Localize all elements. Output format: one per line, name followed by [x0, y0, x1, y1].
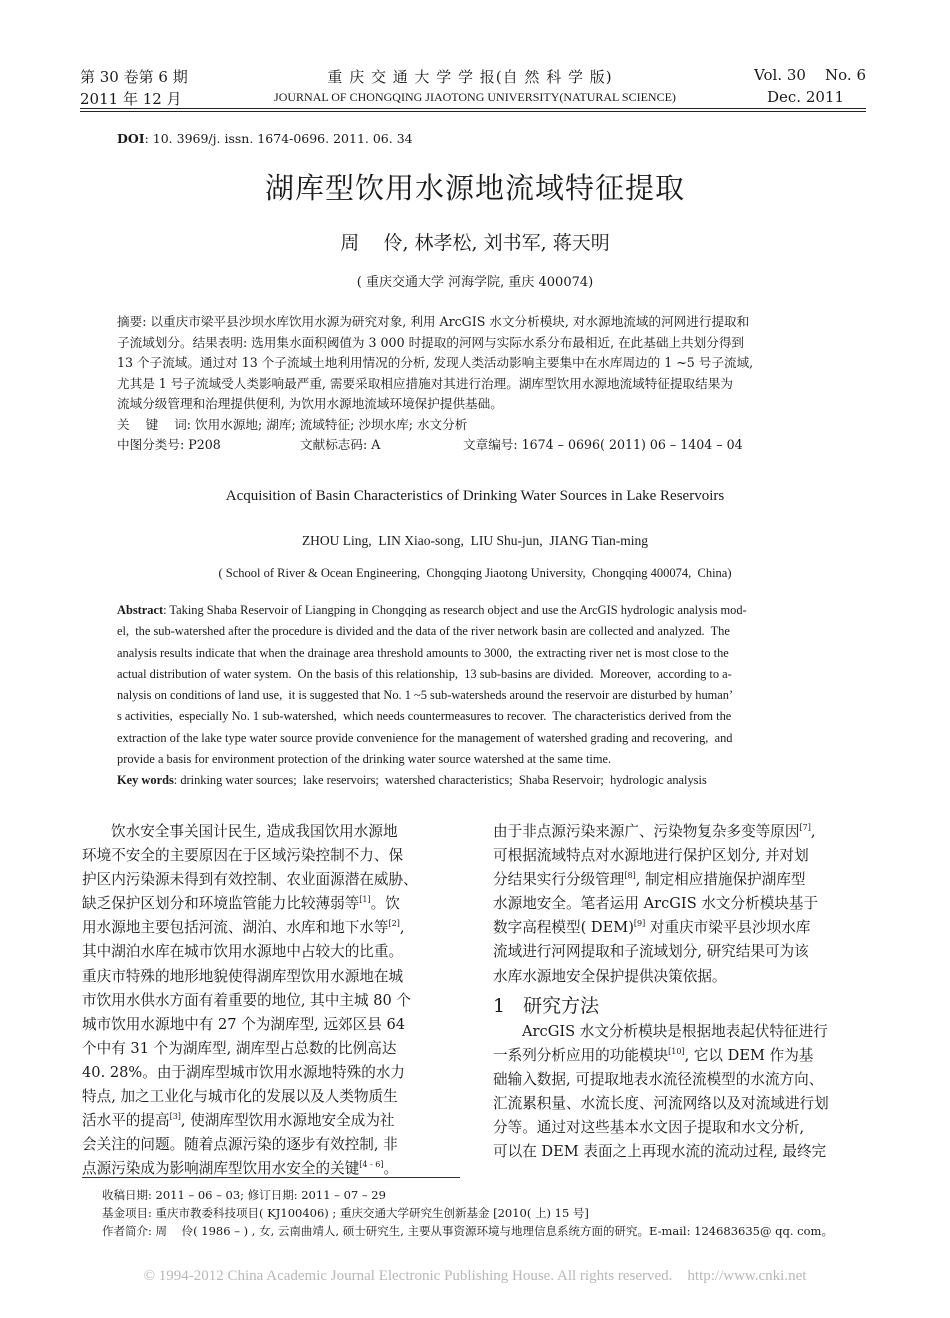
- body-text: 水源地安全。笔者运用 ArcGIS 水文分析模块基于: [493, 895, 819, 913]
- body-line: [493, 1116, 867, 1140]
- body-line: [82, 965, 460, 989]
- body-text: 饮水安全事关国计民生, 造成我国饮用水源地: [111, 823, 398, 840]
- body-text: , 使湖库型饮用水源地安全成为社: [180, 1112, 395, 1130]
- abstract-cn-line: 子流域划分。结果表明: 选用集水面积阈值为 3 000 时提取的河网与实际水系分布最相近, 在此基础上共划分得到: [117, 334, 745, 350]
- body-text: 汇流累积量、水流长度、河流网络以及对流域进行划: [493, 1095, 829, 1113]
- body-left-column: [82, 820, 460, 1181]
- date-cn: 2011 年 12 月: [80, 90, 182, 108]
- citation-ref: [4 - 6]: [359, 1160, 384, 1170]
- body-text: 护区内污染源未得到有效控制、农业面源潜在威胁、: [82, 871, 418, 889]
- body-text: 城市饮用水源地中有 27 个为湖库型, 远郊区县 64: [82, 1015, 406, 1033]
- body-text: 点源污染成为影响湖库型饮用水安全的关键: [82, 1160, 360, 1178]
- citation-ref: [3]: [169, 1112, 181, 1122]
- authors-cn: 周 伶, 林孝松, 刘书军, 蒋天明: [340, 232, 610, 254]
- body-line: [493, 892, 867, 916]
- body-right-column: [493, 820, 867, 989]
- date-en: Dec. 2011: [766, 88, 844, 106]
- clc-number: 中图分类号: P208: [117, 437, 221, 452]
- body-line: [493, 820, 867, 844]
- body-text: 个中有 31 个为湖库型, 湖库型占总数的比例高达: [82, 1039, 397, 1057]
- abstract-cn: [117, 312, 857, 455]
- body-text: 市饮用水供水方面有着重要的地位, 其中主城 80 个: [82, 991, 412, 1009]
- abstract-en: [117, 600, 833, 792]
- body-text: 分等。通过对这些基本水文因子提取和水文分析,: [493, 1119, 805, 1137]
- body-text: 水库水源地安全保护提供决策依据。: [493, 967, 727, 985]
- body-line: [82, 940, 460, 964]
- body-line: [493, 1092, 867, 1116]
- section-number: 1: [493, 995, 506, 1017]
- body-text: 40. 28%。由于湖库型城市饮用水源地特殊的水力: [82, 1063, 405, 1081]
- body-line: [82, 1133, 460, 1157]
- body-line: [82, 916, 460, 940]
- footnote-fund: 基金项目: 重庆市教委科技项目( KJ100406) ; 重庆交通大学研究生创新基金 [2010( 上) 15 号]: [102, 1206, 589, 1220]
- abstract-en-text: : Taking Shaba Reservoir of Liangping in Chongqing as research object and use the ArcGIS hydrologic analysis mod-: [163, 603, 747, 617]
- body-line: [82, 1109, 460, 1133]
- article-number: 文章编号: 1674 – 0696( 2011) 06 – 1404 – 04: [463, 437, 743, 452]
- affiliation-en: ( School of River & Ocean Engineering, Chongqing Jiaotong University, Chongqing 400074, China): [218, 566, 732, 580]
- body-text: 流域进行河网提取和子流域划分, 研究结果可为该: [493, 943, 809, 961]
- body-text: 础输入数据, 可提取地表水流径流模型的水流方向、: [493, 1071, 824, 1089]
- body-text: 可根据流域特点对水源地进行保护区划分, 并对划: [493, 847, 809, 865]
- body-text: 环境不安全的主要原因在于区域污染控制不力、保: [82, 847, 404, 865]
- body-line: [493, 916, 867, 940]
- header-rule: [80, 108, 866, 109]
- body-text: ,: [810, 823, 816, 840]
- abstract-en-line: nalysis on conditions of land use, it is suggested that No. 1 ~5 sub-watersheds around the reservoir are disturbed by human’: [117, 688, 734, 703]
- classification-row: [117, 435, 857, 455]
- body-text: ,: [399, 919, 405, 937]
- citation-ref: [9]: [633, 919, 646, 929]
- body-text: 其中湖泊水库在城市饮用水源地中占较大的比重。: [82, 943, 404, 961]
- body-line: [82, 1061, 460, 1085]
- citation-ref: [10]: [668, 1047, 685, 1057]
- keywords-en-text: : drinking water sources; lake reservoirs; watershed characteristics; Shaba Reservoir; hydrologic analysis: [173, 773, 707, 788]
- body-text: 用水源地主要包括河流、湖泊、水库和地下水等: [82, 919, 389, 937]
- journal-title-en: JOURNAL OF CHONGQING JIAOTONG UNIVERSITY(NATURAL SCIENCE): [274, 90, 676, 104]
- citation-ref: [1]: [359, 895, 371, 905]
- body-text: 由于非点源污染来源广、污染物复杂多变等原因: [493, 823, 800, 840]
- section-title: 研究方法: [523, 995, 600, 1017]
- body-line: [493, 1020, 867, 1044]
- body-text: 特点, 加之工业化与城市化的发展以及人类物质生: [82, 1088, 398, 1106]
- body-text: 。: [383, 1160, 399, 1178]
- body-line: [82, 868, 460, 892]
- abstract-en-line: provide a basis for environment protection of the drinking water source watershed at the same time.: [117, 752, 612, 767]
- footnote-rule: [82, 1177, 460, 1178]
- abstract-cn-line: 流域分级管理和治理提供便利, 为饮用水源地流域环境保护提供基础。: [117, 396, 503, 411]
- body-text: 会关注的问题。随着点源污染的逐步有效控制, 非: [82, 1136, 398, 1154]
- body-line: [493, 965, 867, 989]
- body-text: 重庆市特殊的地形地貌使得湖库型饮用水源地在城: [82, 967, 404, 985]
- body-text: 可以在 DEM 表面之上再现水流的流动过程, 最终完: [493, 1143, 827, 1161]
- body-line: [82, 1085, 460, 1109]
- affiliation-cn: ( 重庆交通大学 河海学院, 重庆 400074): [356, 275, 594, 290]
- section-1-heading: [493, 991, 599, 1018]
- body-text: , 制定相应措施保护湖库型: [635, 871, 806, 889]
- body-right-column-section1: [493, 1020, 867, 1165]
- body-line: [493, 868, 867, 892]
- footnote-received: 收稿日期: 2011 – 06 – 03; 修订日期: 2011 – 07 – 29: [102, 1188, 386, 1202]
- body-text: 数字高程模型( DEM): [493, 919, 634, 937]
- abstract-cn-line: 13 个子流域。通过对 13 个子流域土地利用情况的分析, 发现人类活动影响主要集中在水库周边的 1 ~5 号子流域,: [117, 355, 754, 370]
- abstract-en-line: s activities, especially No. 1 sub-watershed, which needs countermeasures to recover. The characteristics derived from the: [117, 709, 732, 724]
- body-text: 。饮: [370, 895, 400, 913]
- citation-ref: [7]: [799, 823, 811, 833]
- keywords-cn: 关 键 词: 饮用水源地; 湖库; 流域特征; 沙坝水库; 水文分析: [117, 416, 468, 432]
- doi-label: DOI: [117, 131, 145, 146]
- body-line: [82, 820, 460, 844]
- paper-title-en: Acquisition of Basin Characteristics of Drinking Water Sources in Lake Reservoirs: [225, 488, 725, 504]
- abstract-cn-line: 摘要: 以重庆市梁平县沙坝水库饮用水源为研究对象, 利用 ArcGIS 水文分析模块, 对水源地流域的河网进行提取和: [117, 314, 750, 329]
- abstract-en-line: el, the sub-watershed after the procedure is divided and the data of the river network basin are collected and analyzed. The: [117, 624, 730, 639]
- abstract-en-line: extraction of the lake type water source provide convenience for the management of watershed grading and recovering, and: [117, 730, 733, 745]
- body-line: [82, 989, 460, 1013]
- abstract-cn-line: 尤其是 1 号子流域受人类影响最严重, 需要采取相应措施对其进行治理。湖库型饮用水源地流域特征提取结果为: [117, 375, 733, 391]
- abstract-en-line: analysis results indicate that when the drainage area threshold amounts to 3000, the extracting river net is most close to the: [117, 645, 729, 660]
- journal-title-cn: 重 庆 交 通 大 学 学 报(自 然 科 学 版): [327, 68, 613, 86]
- doi: [117, 131, 413, 146]
- abstract-en-label: Abstract: [117, 603, 164, 617]
- body-text: ArcGIS 水文分析模块是根据地表起伏特征进行: [522, 1023, 828, 1040]
- body-line: [493, 844, 867, 868]
- body-line: [82, 844, 460, 868]
- volume-cn: 第 30 卷第 6 期: [80, 68, 188, 86]
- keywords-en: [117, 770, 833, 791]
- copyright-watermark: © 1994-2012 China Academic Journal Electronic Publishing House. All rights reserved. http://www.cnki.net: [143, 1268, 807, 1284]
- body-line: [82, 892, 460, 916]
- body-line: [82, 1013, 460, 1037]
- footnotes: [102, 1186, 862, 1240]
- body-text: , 它以 DEM 作为基: [684, 1047, 814, 1065]
- authors-en: ZHOU Ling, LIN Xiao-song, LIU Shu-jun, JIANG Tian-ming: [301, 533, 649, 548]
- body-line: [493, 1068, 867, 1092]
- body-line: [493, 940, 867, 964]
- document-code: 文献标志码: A: [300, 437, 381, 452]
- body-line: [493, 1140, 867, 1164]
- body-line: [82, 1037, 460, 1061]
- body-text: 对重庆市梁平县沙坝水库: [645, 919, 811, 937]
- body-text: 分结果实行分级管理: [493, 871, 625, 889]
- abstract-en-line: actual distribution of water system. On the basis of this relationship, 13 sub-basins are divided. Moreover, according to a-: [117, 666, 732, 681]
- paper-title-cn: 湖库型饮用水源地流域特征提取: [264, 171, 685, 205]
- header-rule-thin: [80, 111, 866, 112]
- footnote-author: 作者简介: 周 伶( 1986 – ) , 女, 云南曲靖人, 硕士研究生, 主要从事资源环境与地理信息系统方面的研究。E-mail: 124683635@ qq. com。: [102, 1224, 833, 1238]
- volume-en: Vol. 30 No. 6: [754, 66, 866, 84]
- keywords-en-label: Key words: [117, 773, 174, 788]
- doi-value: : 10. 3969/j. issn. 1674-0696. 2011. 06. 34: [144, 131, 413, 146]
- body-line: [493, 1044, 867, 1068]
- citation-ref: [2]: [388, 919, 400, 929]
- body-text: 活水平的提高: [82, 1112, 170, 1130]
- abstract-en-line: [117, 600, 833, 621]
- body-text: 缺乏保护区划分和环境监管能力比较薄弱等: [82, 895, 360, 913]
- body-text: 一系列分析应用的功能模块: [493, 1047, 669, 1065]
- citation-ref: [8]: [624, 871, 636, 881]
